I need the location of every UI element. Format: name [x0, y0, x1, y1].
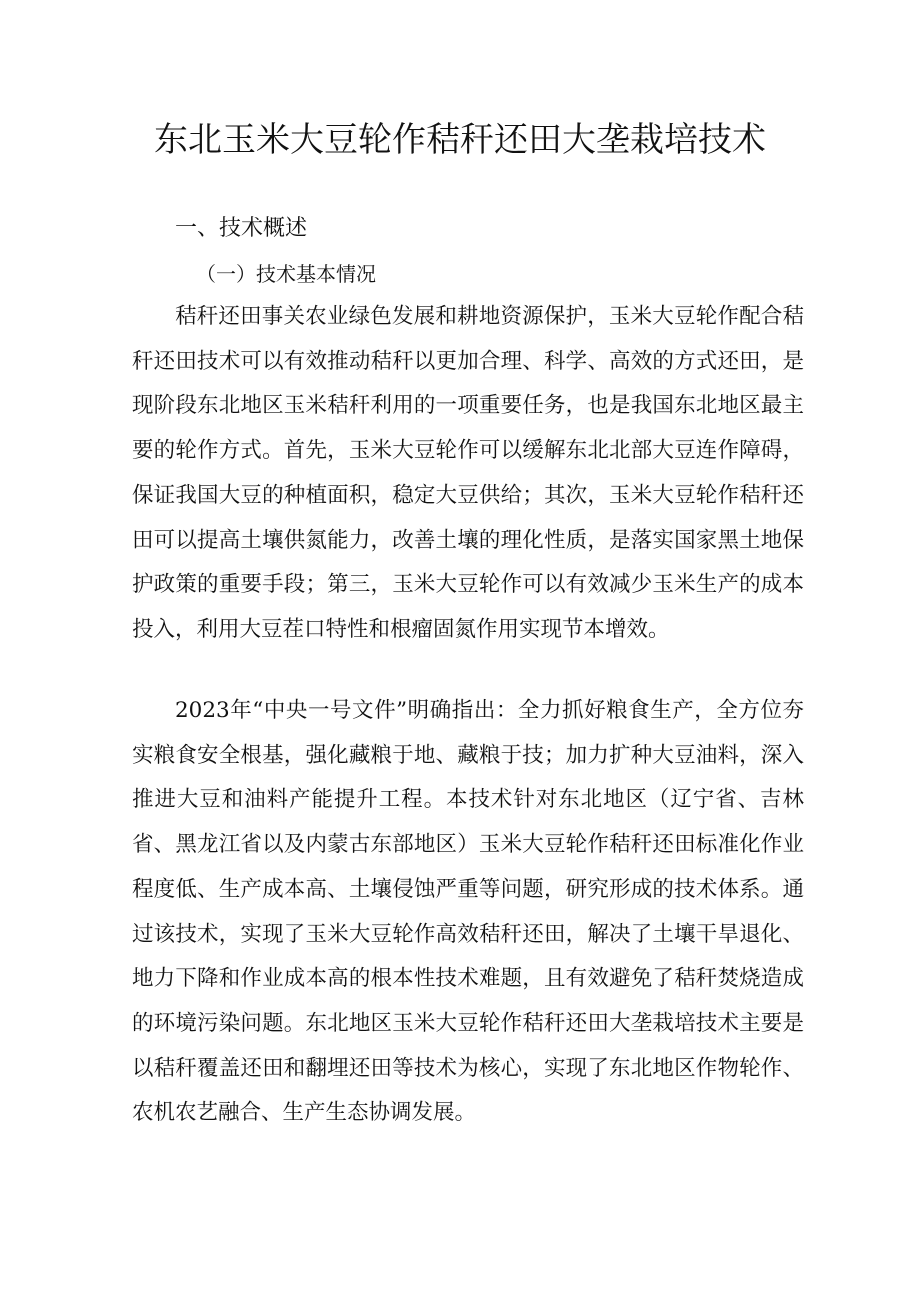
- body-paragraph-1: 秸秆还田事关农业绿色发展和耕地资源保护，玉米大豆轮作配合秸秆还田技术可以有效推动秸秆以更加合理、科学、高效的方式还田，是现阶段东北地区玉米秸秆利用的一项重要任务，也是我国东北地区最主要的轮作方式。首先，玉米大豆轮作可以缓解东北北部大豆连作障碍，保证我国大豆的种植面积，稳定大豆供给；其次，玉米大豆轮作秸秆还田可以提高土壤供氮能力，改善土壤的理化性质，是落实国家黑土地保护政策的重要手段；第三，玉米大豆轮作可以有效减少玉米生产的成本投入，利用大豆茬口特性和根瘤固氮作用实现节本增效。: [132, 304, 804, 642]
- document-title: 东北玉米大豆轮作秸秆还田大垄栽培技术: [154, 120, 766, 160]
- subsection-heading: （一）技术基本情况: [196, 262, 376, 286]
- body-paragraph-2: 2023年“中央一号文件”明确指出：全力抓好粮食生产，全方位夯实粮食安全根基，强化藏粮于地、藏粮于技；加力扩种大豆油料，深入推进大豆和油料产能提升工程。本技术针对东北地区（辽宁省、吉林省、黑龙江省以及内蒙古东部地区）玉米大豆轮作秸秆还田标准化作业程度低、生产成本高、土壤侵蚀严重等问题，研究形成的技术体系。通过该技术，实现了玉米大豆轮作高效秸秆还田，解决了土壤干旱退化、地力下降和作业成本高的根本性技术难题，且有效避免了秸秆焚烧造成的环境污染问题。东北地区玉米大豆轮作秸秆还田大垄栽培技术主要是以秸秆覆盖还田和翻埋还田等技术为核心，实现了东北地区作物轮作、农机农艺融合、生产生态协调发展。: [132, 698, 804, 1126]
- section-heading: 一、技术概述: [175, 216, 308, 241]
